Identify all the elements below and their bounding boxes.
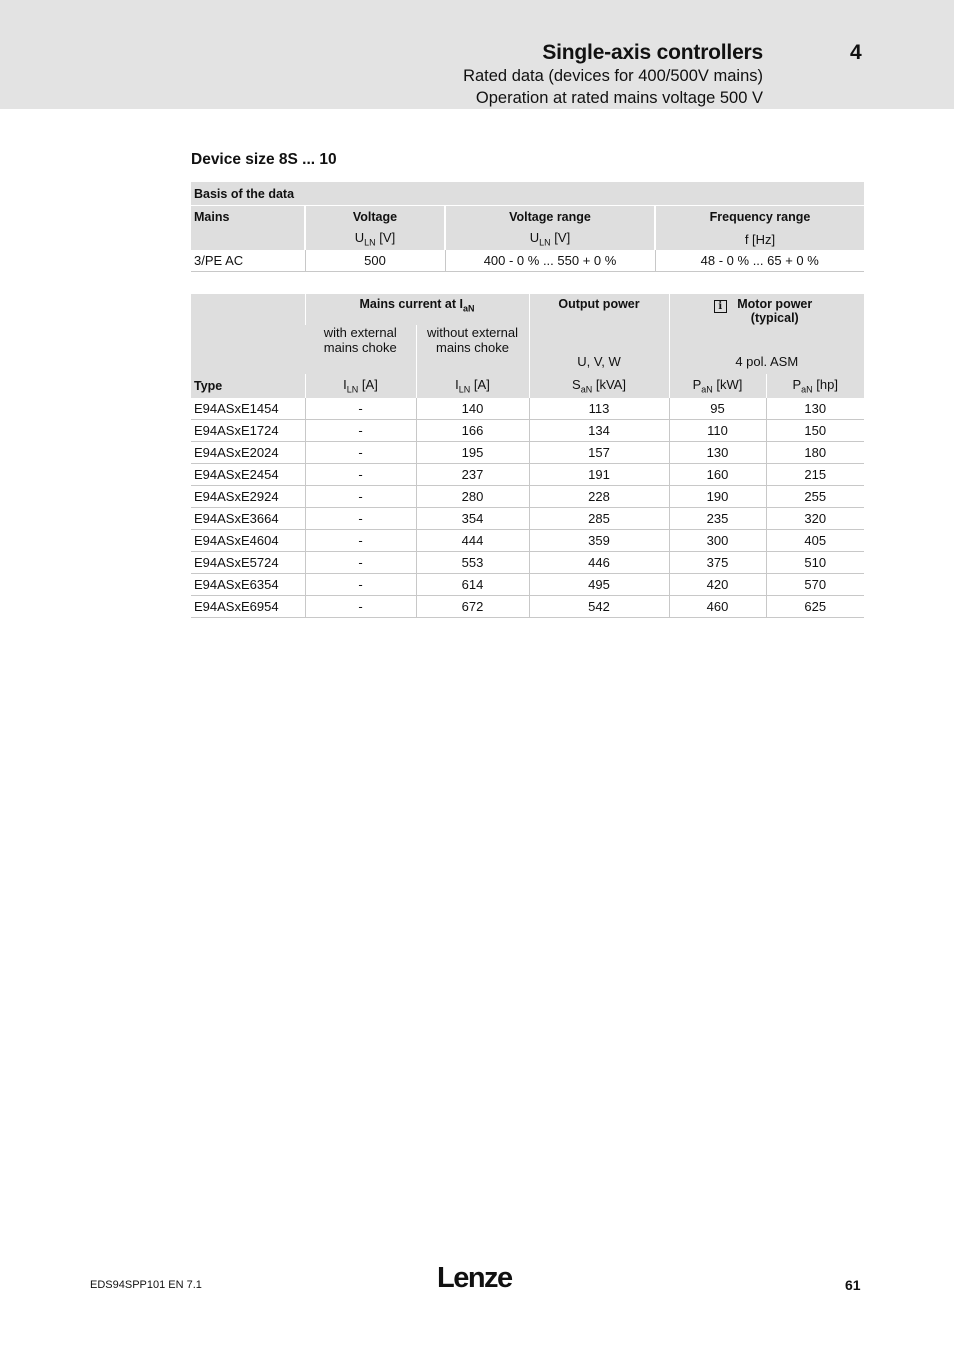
cell-power-hp: 625 [766,596,864,618]
unit-voltage-range: $U_{LN}$ [V] [445,228,655,250]
cell-with-choke: - [305,398,416,420]
table-row [191,420,864,442]
table-row [191,250,864,272]
cell-power-kw: 375 [669,552,766,574]
motor-power-header: i Motor power (typical) [669,294,864,325]
table-row [191,486,864,508]
unit-pan-hp: $P_{aN}$ [hp] [766,374,864,398]
output-power-header: Output power [529,294,669,325]
cell-with-choke: - [305,596,416,618]
mains-unit-empty [191,228,305,250]
cell-power-hp: 215 [766,464,864,486]
table-row [191,464,864,486]
power-data-table [191,294,864,618]
basis-table-caption: Basis of the data [191,182,864,206]
cell-power-kw: 460 [669,596,766,618]
cell-with-choke: - [305,486,416,508]
cell-power-hp: 255 [766,486,864,508]
cell-type: E94ASxE6354 [191,574,305,596]
cell-power-kw: 95 [669,398,766,420]
table-row [191,552,864,574]
cell-type: E94ASxE2454 [191,464,305,486]
lenze-logo: Lenze [437,1262,512,1294]
mains-value: 3/PE AC [191,250,305,272]
cell-without-choke: 166 [416,420,529,442]
section-title: Device size 8S ... 10 [191,151,337,168]
cell-with-choke: - [305,420,416,442]
cell-power-kw: 190 [669,486,766,508]
cell-output-power: 228 [529,486,669,508]
table-row [191,596,864,618]
cell-with-choke: - [305,574,416,596]
cell-power-kw: 160 [669,464,766,486]
unit-voltage: $U_{LN}$ [V] [305,228,445,250]
col-voltage: Voltage [305,206,445,229]
cell-output-power: 542 [529,596,669,618]
subtitle-line-1: Rated data (devices for 400/500V mains) [463,67,763,85]
unit-pan-kw: $P_{aN}$ [kW] [669,374,766,398]
cell-type: E94ASxE3664 [191,508,305,530]
document-id: EDS94SPP101 EN 7.1 [90,1279,202,1291]
cell-type: E94ASxE4604 [191,530,305,552]
mains-current-header: Mains current at $I_{aN}$ [305,294,529,325]
without-choke-header: without external mains choke [416,325,529,374]
cell-power-hp: 405 [766,530,864,552]
cell-power-kw: 420 [669,574,766,596]
voltage-value: 500 [305,250,445,272]
cell-output-power: 495 [529,574,669,596]
cell-output-power: 285 [529,508,669,530]
unit-iln-without: $I_{LN}$ [A] [416,374,529,398]
col-mains: Mains [191,206,305,229]
table-row [191,508,864,530]
unit-san: $S_{aN}$ [kVA] [529,374,669,398]
chapter-title: Single-axis controllers [542,41,763,64]
cell-output-power: 446 [529,552,669,574]
cell-power-hp: 510 [766,552,864,574]
voltage-range-value: 400 - 0 % ... 550 + 0 % [445,250,655,272]
unit-frequency: f [Hz] [655,228,864,250]
motor-power-sub: 4 pol. ASM [669,325,864,374]
table-row [191,398,864,420]
cell-output-power: 359 [529,530,669,552]
cell-output-power: 157 [529,442,669,464]
cell-power-hp: 130 [766,398,864,420]
cell-without-choke: 280 [416,486,529,508]
table-row [191,530,864,552]
cell-type: E94ASxE1454 [191,398,305,420]
cell-power-kw: 300 [669,530,766,552]
page-number: 61 [845,1277,861,1293]
cell-without-choke: 444 [416,530,529,552]
table-row [191,442,864,464]
cell-type: E94ASxE5724 [191,552,305,574]
output-power-sub: U, V, W [529,325,669,374]
cell-without-choke: 553 [416,552,529,574]
cell-with-choke: - [305,442,416,464]
cell-power-kw: 110 [669,420,766,442]
subtitle-line-2: Operation at rated mains voltage 500 V [475,89,763,107]
cell-with-choke: - [305,552,416,574]
cell-with-choke: - [305,464,416,486]
cell-type: E94ASxE1724 [191,420,305,442]
cell-with-choke: - [305,530,416,552]
cell-power-hp: 180 [766,442,864,464]
type-header: Type [191,374,305,398]
cell-without-choke: 354 [416,508,529,530]
cell-type: E94ASxE2024 [191,442,305,464]
cell-without-choke: 140 [416,398,529,420]
cell-type: E94ASxE6954 [191,596,305,618]
cell-without-choke: 614 [416,574,529,596]
frequency-range-value: 48 - 0 % ... 65 + 0 % [655,250,864,272]
with-choke-header: with external mains choke [305,325,416,374]
cell-power-hp: 570 [766,574,864,596]
info-icon: i [714,300,727,313]
cell-type: E94ASxE2924 [191,486,305,508]
basis-of-data-table [191,182,864,272]
cell-without-choke: 195 [416,442,529,464]
cell-output-power: 113 [529,398,669,420]
chapter-number: 4 [850,41,862,64]
cell-power-kw: 130 [669,442,766,464]
col-voltage-range: Voltage range [445,206,655,229]
cell-without-choke: 237 [416,464,529,486]
table-row [191,574,864,596]
cell-power-hp: 320 [766,508,864,530]
cell-with-choke: - [305,508,416,530]
cell-power-kw: 235 [669,508,766,530]
col-frequency-range: Frequency range [655,206,864,229]
cell-power-hp: 150 [766,420,864,442]
type-header-spacer [191,294,305,374]
cell-without-choke: 672 [416,596,529,618]
cell-output-power: 191 [529,464,669,486]
cell-output-power: 134 [529,420,669,442]
unit-iln-with: $I_{LN}$ [A] [305,374,416,398]
